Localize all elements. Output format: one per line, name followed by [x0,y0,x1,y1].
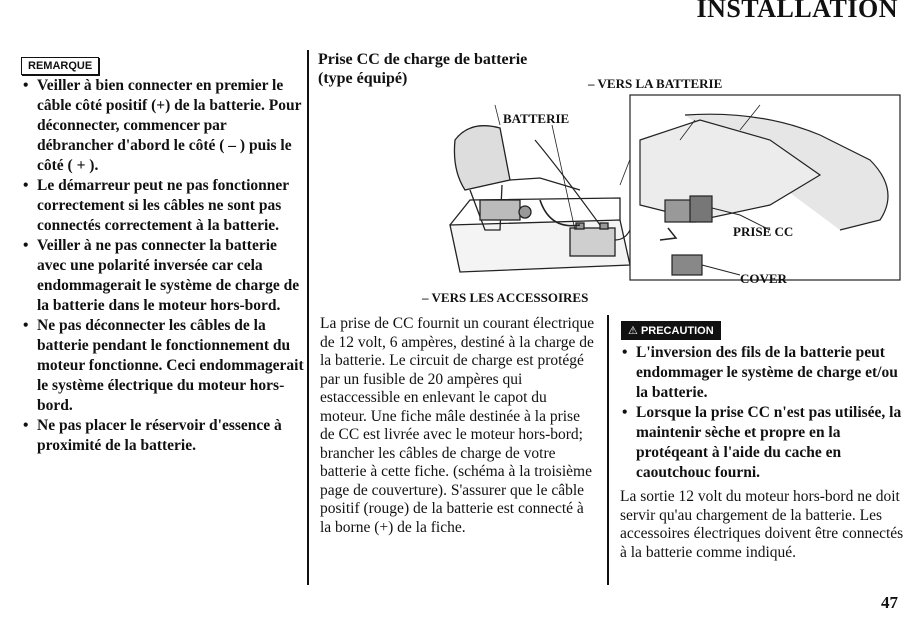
middle-paragraph: La prise de CC fournit un courant électrique de 12 volt, 6 ampères, destiné à la charge de la batterie. Le circuit de charge est protégé par un fusible de 20 ampères qui estaccessible en enlevant le capot du moteur. Une fiche mâle destinée à la prise de CC est livrée avec le moteur hors-bord; brancher les câbles de charge de votre batterie à cette fiche. (schéma à la troisième page de couverture). S'assurer que le câble positif (rouge) de la batterie est connecté à la borne (+) de la fiche. [320,315,595,536]
precaution-list [620,343,905,483]
column-divider [307,50,309,585]
remarque-item: • Ne pas placer le réservoir d'essence à proximité de la batterie. [21,416,305,456]
remarque-item: • Veiller à ne pas connecter la batterie avec une polarité inversée car cela endommagerait le système de charge de la batterie dans le moteur hors-bord. [21,236,305,316]
figure-title-line: Prise CC de charge de batterie [318,51,528,68]
precaution-item: • L'inversion des fils de la batterie peut endommager le système de charge et/ou la batterie. [620,343,905,403]
precaution-item: • Lorsque la prise CC n'est pas utilisée, la maintenir sèche et propre en la protéqeant à l'aide du cache en caoutchouc fourni. [620,403,905,483]
page-number: 47 [881,593,898,612]
precaution-label: PRECAUTION [640,325,714,337]
remarque-item: • Ne pas déconnecter les câbles de la batterie pendant le fonctionnement du moteur fonctionne. Ceci endommagerait le système électrique du moteur hors-bord. [21,316,305,416]
label-prise-cc: PRISE CC [733,224,794,239]
label-cover: COVER [740,271,787,286]
remarque-item: • Le démarreur peut ne pas fonctionner correctement si les câbles ne sont pas connectés correctement à la batterie. [21,176,305,236]
remarque-badge: REMARQUE [21,57,99,75]
page-title: INSTALLATION [696,0,898,23]
column-divider-2 [607,315,609,585]
figure-title-line: (type équipé) [318,70,408,87]
remarque-list [21,76,305,456]
label-batterie: BATTERIE [503,111,570,126]
label-vers-accessoires: – VERS LES ACCESSOIRES [422,290,589,305]
precaution-badge [621,321,721,340]
right-paragraph: La sortie 12 volt du moteur hors-bord ne doit servir qu'au chargement de la batterie. Les accessoires électriques doivent être connectés à la batterie comme indiqué. [620,488,904,561]
warning-triangle-icon: ⚠ [628,325,638,337]
label-vers-batterie: – VERS LA BATTERIE [588,76,723,91]
remarque-item: • Veiller à bien connecter en premier le câble côté positif (+) de la batterie. Pour déconnecter, commencer par débrancher d'abord le côté ( – ) puis le côté ( + ). [21,76,305,176]
